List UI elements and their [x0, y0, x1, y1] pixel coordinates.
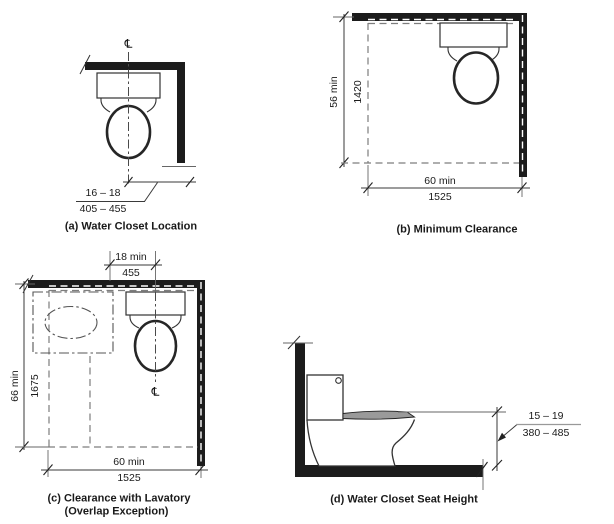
toilet-hinge-left	[448, 47, 457, 61]
lavatory-counter-outline	[33, 292, 113, 353]
dim-b-depth-imperial-label: 56 min	[327, 76, 340, 108]
centerline-symbol: ℄	[151, 385, 160, 399]
centerline-symbol: ℄	[124, 37, 133, 51]
dim-c-depth-imperial-label: 66 min	[8, 370, 21, 402]
dim-b-width-imperial-label: 60 min	[424, 174, 456, 187]
toilet-hinge-right	[172, 315, 181, 328]
toilet-hinge-right	[147, 98, 156, 112]
panel-a-caption: (a) Water Closet Location	[64, 220, 198, 233]
dim-c-lavatory-metric-label: 455	[122, 266, 140, 279]
dim-d-imperial-label: 15 – 19	[528, 409, 564, 422]
leader-arrowhead	[498, 433, 507, 442]
dim-b-depth-metric-label: 1420	[351, 80, 364, 104]
toilet-hinge-left	[101, 98, 110, 112]
lavatory-basin-outline	[45, 307, 97, 339]
toilet-side-profile	[307, 420, 415, 467]
toilet-bowl-plan	[107, 106, 150, 158]
flush-knob	[336, 378, 342, 384]
toilet-tank-plan	[440, 23, 507, 47]
panel-a-linework	[76, 52, 196, 202]
dim-b-width-metric-label: 1525	[428, 190, 452, 203]
panel-c-linework	[15, 251, 208, 478]
panel-b-caption: (b) Minimum Clearance	[396, 223, 518, 236]
dim-a-metric-label: 405 – 455	[79, 202, 127, 215]
dim-a-imperial-label: 16 – 18	[85, 186, 121, 199]
dim-c-width-imperial-label: 60 min	[113, 455, 145, 468]
panel-c-caption-line1: (c) Clearance with Lavatory	[47, 492, 191, 505]
dim-c-lavatory-imperial-label: 18 min	[115, 250, 147, 263]
panel-c-caption-line2: (Overlap Exception)	[64, 505, 169, 518]
toilet-hinge-left	[130, 315, 139, 328]
dim-c-width-metric-label: 1525	[117, 471, 141, 484]
dim-d-metric-label: 380 – 485	[522, 426, 570, 439]
toilet-bowl-plan	[454, 53, 498, 104]
panel-b-linework	[333, 12, 530, 198]
dim-c-depth-metric-label: 1675	[28, 374, 41, 398]
panel-d-caption: (d) Water Closet Seat Height	[330, 493, 478, 506]
leader-line	[145, 183, 158, 202]
